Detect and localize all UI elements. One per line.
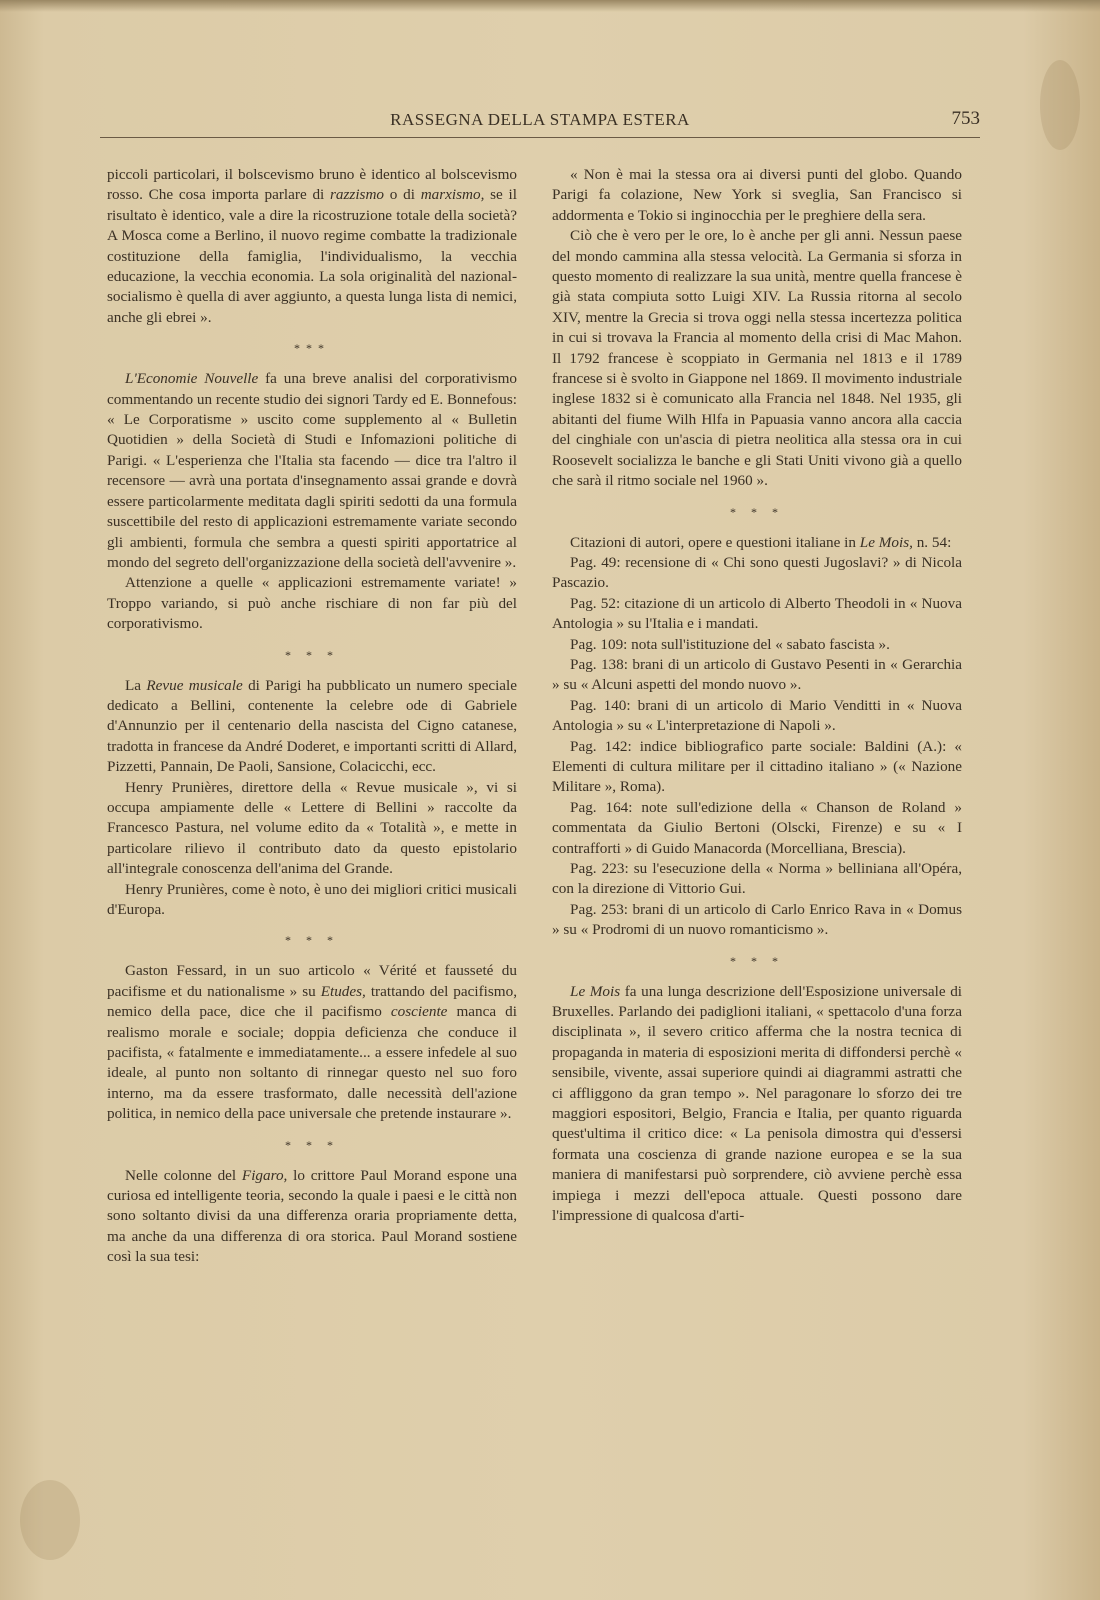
text-run: manca di realismo morale e sociale; doppia deficienza che conduce il pacifista, « fatalmente e immediatamente... a essere infedele al suo ideale, al punto non soltanto di rinnegar questo nel suo foro interno, ma da essere trasformato, dalle necessità dell'azione politica, in nemico della pace universale che pretende instaurare ». [107,1003,517,1123]
citation-item: Pag. 164: note sull'edizione della « Chanson de Roland » commentata da Giulio Bertoni (Olscki, Firenze) e su « I contrafforti » di Guido Manacorda (Morcelliana, Brescia). [552,798,962,857]
section-separator: * * * [285,647,339,662]
section-separator: * * * [285,933,339,948]
page-top-edge [0,0,1100,12]
italic-term: cosciente [390,1003,448,1021]
right-column [552,165,962,1475]
paper-stain [20,1480,80,1560]
paragraph [107,369,517,573]
section-separator: * * * [285,1137,339,1152]
text-run: o di [384,186,421,204]
citation-item: Pag. 253: brani di un articolo di Carlo Enrico Rava in « Domus » su « Prodromi di un nuovo romanticismo ». [552,900,962,939]
paragraph [107,165,517,328]
text-run: trattando del pacifismo, nemico della pace, dice che il pacifismo [107,982,517,1021]
paper-stain [1040,60,1080,150]
header-rule [100,137,980,138]
publication-title: Etudes, [320,982,366,1000]
text-run: n. 54: [912,533,952,551]
section-separator: * * * [730,504,784,519]
text-run: fa una lunga descrizione dell'Esposizione universale di Bruxelles. Parlando dei padiglioni italiani, « spettacolo d'una forza disciplinata », il severo critico afferma che la nostra tecnica di propaganda in materia di esposizioni merita di diffondersi perchè « sensibile, vivente, assai superiore quindi ai diagrammi astratti che ci affliggono da gran tempo ». Nel paragonare lo sforzo dei tre maggiori espositori, Belgio, Francia e Italia, per quanto riguarda quest'ultima il critico dice: « La penisola dimostra qui d'essersi formata una coscienza di grande nazione europea e se la sua maniera di manifestarsi può sorprendere, ciò avviene perchè essa impiega i mezzi dell'epoca attuale. Questi possono dare l'impressione di qualcosa d'arti- [552,982,962,1225]
publication-title: Figaro, [241,1166,288,1184]
text-run: Nelle colonne del [125,1166,242,1184]
text-run: Citazioni di autori, opere e questioni italiane in [570,533,860,551]
quote-paragraph: Ciò che è vero per le ore, lo è anche per gli anni. Nessun paese del mondo cammina alla stessa velocità. La Germania si sforza in questo momento di realizzare la sua unità, mentre quella francese è già stata compiuta sotto Luigi XIV. La Russia ritorna al secolo XIV, mentre la Grecia si trova oggi nella stessa incertezza politica in cui si trovava la Francia al momento della crisi di Mac Mahon. Il 1792 francese è scoppiato in Germania nel 1813 e il 1789 francese si è svolto in Giappone nel 1869. Il movimento industriale inglese 1832 si è comunicato alla Francia nel 1848. Nel 1935, gli abitanti del fiume Wilh Hlfa in Papuasia vanno ancora alla caccia del cinghiale con un'ascia di pietra neolitica alla stessa ora in cui Roosevelt socializza le banche e gli Stati Uniti vivono già a quello che sarà il ritmo sociale nel 1960 ». [552,227,962,490]
left-column [107,165,517,1475]
citation-item: Pag. 109: nota sull'istituzione del « sabato fascista ». [570,635,890,653]
citation-item: Pag. 140: brani di un articolo di Mario Venditti in « Nuova Antologia » su « L'interpretazione di Napoli ». [552,696,962,735]
publication-title: Revue musicale [146,676,243,694]
citation-item: Pag. 138: brani di un articolo di Gustavo Pesenti in « Gerarchia » su « Alcuni aspetti del mondo nuovo ». [552,655,962,694]
citation-item: Pag. 142: indice bibliografico parte sociale: Baldini (A.): « Elementi di cultura militare per il cittadino italiano » (« Nazione Militare », Roma). [552,737,962,796]
paragraph [552,982,962,1227]
section-separator: *** [294,341,330,356]
paragraph: Attenzione a quelle « applicazioni estremamente variate! » Troppo variando, si può anche rischiare di non far più del corporativismo. [107,574,517,633]
section-separator: * * * [730,953,784,968]
text-run: piccoli particolari, il bolscevismo bruno è identico al bolscevismo rosso. Che cosa importa parlare di [107,166,517,204]
page-number: 753 [951,108,980,129]
paragraph [552,533,962,553]
paragraph: Henry Prunières, come è noto, è uno dei migliori critici musicali d'Europa. [107,880,517,918]
text-run: lo crittore Paul Morand espone una curiosa ed intelligente teoria, secondo la quale i paesi e le città non sono soltanto divisi da una differenza oraria propriamente detta, ma anche da una differenza di ora storica. Paul Morand sostiene così la sua tesi: [107,1166,517,1266]
citation-item: Pag. 52: citazione di un articolo di Alberto Theodoli in « Nuova Antologia » su l'Italia e i mandati. [552,594,962,633]
italic-term: marxismo, [420,186,485,204]
citation-item: Pag. 49: recensione di « Chi sono questi Jugoslavi? » di Nicola Pascazio. [552,553,962,592]
running-header [100,108,980,136]
citation-item: Pag. 223: su l'esecuzione della « Norma » belliniana all'Opéra, con la direzione di Vittorio Gui. [552,860,962,898]
publication-title: L'Economie Nouvelle [125,370,259,388]
quote-paragraph: « Non è mai la stessa ora ai diversi punti del globo. Quando Parigi fa colazione, New York si sveglia, San Francisco si addormenta e Tokio si inginocchia per le preghiere della sera. [552,166,962,224]
text-run: La [125,676,147,694]
paragraph [107,676,517,778]
text-run: di Parigi ha pubblicato un numero speciale dedicato a Bellini, contenente la celebre ode di Gabriele d'Annunzio per il centenario della nascista del Cigno catanese, tradotta in francese da André Doderet, e importanti scritti di Allard, Pizzetti, Pannain, De Paoli, Sansione, Colacicchi, ecc. [107,676,517,776]
publication-title: Le Mois [570,982,621,1000]
publication-title: Le Mois, [859,533,913,551]
running-title: RASSEGNA DELLA STAMPA ESTERA [390,110,690,129]
paragraph [107,961,517,1124]
text-run: fa una breve analisi del corporativismo commentando un recente studio dei signori Tardy ed E. Bonnefous: « Le Corporatisme » uscito come supplemento al « Bulletin Quotidien » della Società di Studi e Infomazioni politiche di Parigi. « L'esperienza che l'Italia sta facendo — dice tra l'altro il recensore — avrà una portata d'insegnamento assai grande e dovrà essere particolarmente meditata dagli spiriti sedotti da una formula suscettibile del resto di applicazioni estremamente variate secondo gli ambienti, formula che sembra a questi spiriti apportatrice al mondo del segreto dell'organizzazione della società dell'avvenire ». [107,370,517,571]
text-run: Gaston Fessard, in un suo articolo « Vérité et fausseté du pacifisme et du nationalisme » su [107,962,517,1000]
italic-term: razzismo [330,186,385,204]
text-run: se il risultato è identico, vale a dire la ricostruzione totale della società? A Mosca come a Berlino, il nuovo regime combatte la tradizionale costituzione della famiglia, l'individualismo, la vecchia educazione, la vecchia economia. La sola originalità del nazional-socialismo è quella di aver aggiunto, a questa lunga lista di nemici, anche gli ebrei ». [107,186,517,326]
paragraph [107,1166,517,1268]
paragraph: Henry Prunières, direttore della « Revue musicale », vi si occupa ampiamente delle « Lettere di Bellini » raccolte da Francesco Pastura, nel volume edito da « Totalità », e mette in particolare rilievo il contributo dato da questo epistolario all'integrale conoscenza dell'anima del Grande. [107,778,517,878]
